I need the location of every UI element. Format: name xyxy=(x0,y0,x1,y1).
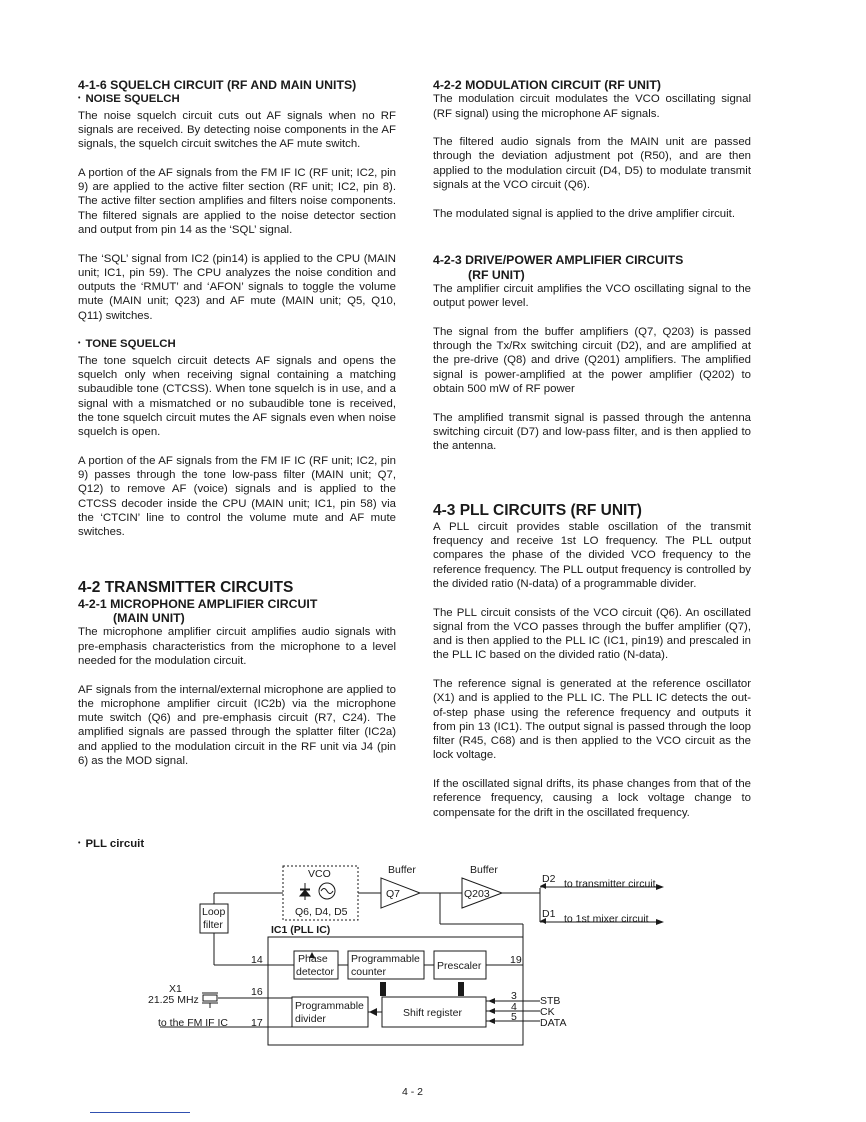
section-heading-modulation: 4-2-2 MODULATION CIRCUIT (RF UNIT) xyxy=(433,78,661,92)
paragraph: The modulation circuit modulates the VCO oscillating signal (RF signal) using the microphone AF signals. xyxy=(433,93,751,120)
paragraph: The filtered audio signals from the MAIN unit are passed through the deviation adjustment pot (R50), and are then applied to the modulation circuit (D4, D5) to modulate transmit signals at the VCO circuit (Q6). xyxy=(433,136,751,192)
buffer1-part: Q7 xyxy=(386,888,401,900)
pin-4-label: 4 xyxy=(511,1001,517,1013)
footer-link-underline xyxy=(90,1112,190,1113)
paragraph: The ‘SQL’ signal from IC2 (pin14) is applied to the CPU (MAIN unit; IC1, pin 59). The CPU analyzes the noise condition and outputs the ‘RMUT’ and ‘AFON’ signals to toggle the volume mute (MAIN unit; Q23) and AF mute (MAIN unit; Q5, Q10, Q11) switches. xyxy=(78,252,396,322)
pin-5-label: 5 xyxy=(511,1011,517,1023)
buffer2-label: Buffer xyxy=(470,864,498,876)
pin-16-label: 16 xyxy=(251,986,263,998)
paragraph: A portion of the AF signals from the FM IF IC (RF unit; IC2, pin 9) are applied to the active filter section (RF unit; IC2, pin 8). The active filter section amplifies and filters noise components. The filtered signals are applied to the noise detector section and output from pin 14 as the ‘SQL’ signal. xyxy=(78,166,396,236)
paragraph: A PLL circuit provides stable oscillation of the transmit frequency and receive 1st LO frequency. The PLL output compares the phase of the divided VCO frequency to the reference frequency. The PLL output frequency is controlled by the divided ratio (N-data) of a programmable divider. xyxy=(433,520,751,590)
x1-label: X1 xyxy=(169,983,182,995)
section-heading-drive-power-unit: (RF UNIT) xyxy=(468,267,525,282)
pin-19-label: 19 xyxy=(510,954,522,966)
programmable-divider-label-1: Programmable xyxy=(295,1000,364,1012)
paragraph: The amplifier circuit amplifies the VCO oscillating signal to the output power level. xyxy=(433,282,751,310)
section-heading-pll: 4-3 PLL CIRCUITS (RF UNIT) xyxy=(433,501,642,519)
programmable-divider-label-2: divider xyxy=(295,1013,326,1025)
sub-heading-mic-amp: 4-2-1 MICROPHONE AMPLIFIER CIRCUIT xyxy=(78,596,318,611)
ck-label: CK xyxy=(540,1006,555,1018)
paragraph: The tone squelch circuit detects AF signals and opens the squelch only when receiving signal containing a matching subaudible tone (CTCSS). When tone squelch is in use, and a signal with a mismatched or no subaudible tone is received, the tone squelch circuit mutes the AF signals even when noise squelch is open. xyxy=(78,354,396,439)
pll-circuit-title: • PLL circuit xyxy=(78,838,144,850)
to-1st-mixer-label: to 1st mixer circuit xyxy=(564,913,649,925)
data-label: DATA xyxy=(540,1017,567,1029)
d2-label: D2 xyxy=(542,873,556,885)
paragraph: The PLL circuit consists of the VCO circuit (Q6). An oscillated signal from the VCO passes through the buffer amplifier (Q7), and is then applied to the PLL IC (IC1, pin19) and prescaled in the PLL IC based on the divided ratio (N-data). xyxy=(433,606,751,662)
pin-3-label: 3 xyxy=(511,990,517,1002)
d1-label: D1 xyxy=(542,908,556,920)
loop-filter-label-2: filter xyxy=(203,919,223,931)
paragraph: The signal from the buffer amplifiers (Q7, Q203) is passed through the Tx/Rx switching circuit (D2), and are amplified at the pre-drive (Q8) and drive (Q201) amplifiers. The amplified signal is power-amplified at the power amplifier (Q202) to obtain 500 mW of RF power xyxy=(433,325,751,395)
loop-filter-label-1: Loop xyxy=(202,906,226,918)
buffer2-part: Q203 xyxy=(464,888,490,900)
programmable-counter-label-1: Programmable xyxy=(351,953,420,965)
phase-detector-label-2: detector xyxy=(296,966,334,978)
paragraph: The amplified transmit signal is passed through the antenna switching circuit (D7) and low-pass filter, and is then applied to the antenna. xyxy=(433,411,751,453)
sub-heading-mic-amp-unit: (MAIN UNIT) xyxy=(113,611,185,626)
ic1-label: IC1 (PLL IC) xyxy=(271,924,331,936)
pin-17-label: 17 xyxy=(251,1017,263,1029)
programmable-counter-label-2: counter xyxy=(351,966,387,978)
paragraph: The noise squelch circuit cuts out AF signals when no RF signals are received. By detecting noise components in the AF signals, the squelch circuit switches the AF mute switch. xyxy=(78,109,396,151)
to-fm-if-label: to the FM IF IC xyxy=(158,1017,229,1029)
vco-label: VCO xyxy=(308,868,331,880)
section-heading-drive-power: 4-2-3 DRIVE/POWER AMPLIFIER CIRCUITS xyxy=(433,253,684,268)
paragraph: A portion of the AF signals from the FM IF IC (RF unit; IC2, pin 9) passes through the tone low-pass filter (MAIN unit; Q7, Q12) to remove AF (voice) signals and is applied to the CTCSS decoder inside the CPU (MAIN unit; IC1, pin 58) via the ‘CTCIN’ line to control the volume mute and AF mute switches. xyxy=(78,454,396,539)
prescaler-label: Prescaler xyxy=(437,960,482,972)
tone-squelch-title: • TONE SQUELCH xyxy=(78,337,396,353)
page-number: 4 - 2 xyxy=(402,1086,424,1098)
phase-detector-label-1: Phase xyxy=(298,953,328,965)
stb-label: STB xyxy=(540,995,561,1007)
paragraph: The reference signal is generated at the reference oscillator (X1) and is applied to the PLL IC. The PLL IC detects the out-of-step phase using the reference frequency and outputs it from pin 13 (IC1). The output signal is passed through the loop filter (R45, C68) and is then applied to the VCO circuit as the lock voltage. xyxy=(433,677,751,762)
noise-squelch-title: • NOISE SQUELCH xyxy=(78,92,396,108)
paragraph: The modulated signal is applied to the drive amplifier circuit. xyxy=(433,207,736,220)
shift-register-label: Shift register xyxy=(403,1007,462,1019)
paragraph: If the oscillated signal drifts, its phase changes from that of the reference frequency, causing a lock voltage change to compensate for the drift in the oscillated frequency. xyxy=(433,778,751,819)
section-heading-transmitter: 4-2 TRANSMITTER CIRCUITS xyxy=(78,578,294,596)
section-heading-squelch: 4-1-6 SQUELCH CIRCUIT (RF AND MAIN UNITS) xyxy=(78,78,357,92)
pin-14-label: 14 xyxy=(251,954,263,966)
paragraph: AF signals from the internal/external microphone are applied to the microphone amplifier circuit (IC2b) via the microphone mute switch (Q6) and pre-emphasis circuit (R7, C24). The amplified signals are passed through the splatter filter (IC2a) and applied to the modulation circuit in the RF unit via J4 (pin 6) as the MOD signal. xyxy=(78,683,396,768)
paragraph: The microphone amplifier circuit amplifies audio signals with pre-emphasis characteristics from the microphone to a level needed for the modulation circuit. xyxy=(78,626,396,667)
vco-parts-label: Q6, D4, D5 xyxy=(295,906,348,918)
x1-frequency-label: 21.25 MHz xyxy=(148,994,199,1006)
buffer1-label: Buffer xyxy=(388,864,416,876)
to-transmitter-label: to transmitter circuit xyxy=(564,878,656,890)
